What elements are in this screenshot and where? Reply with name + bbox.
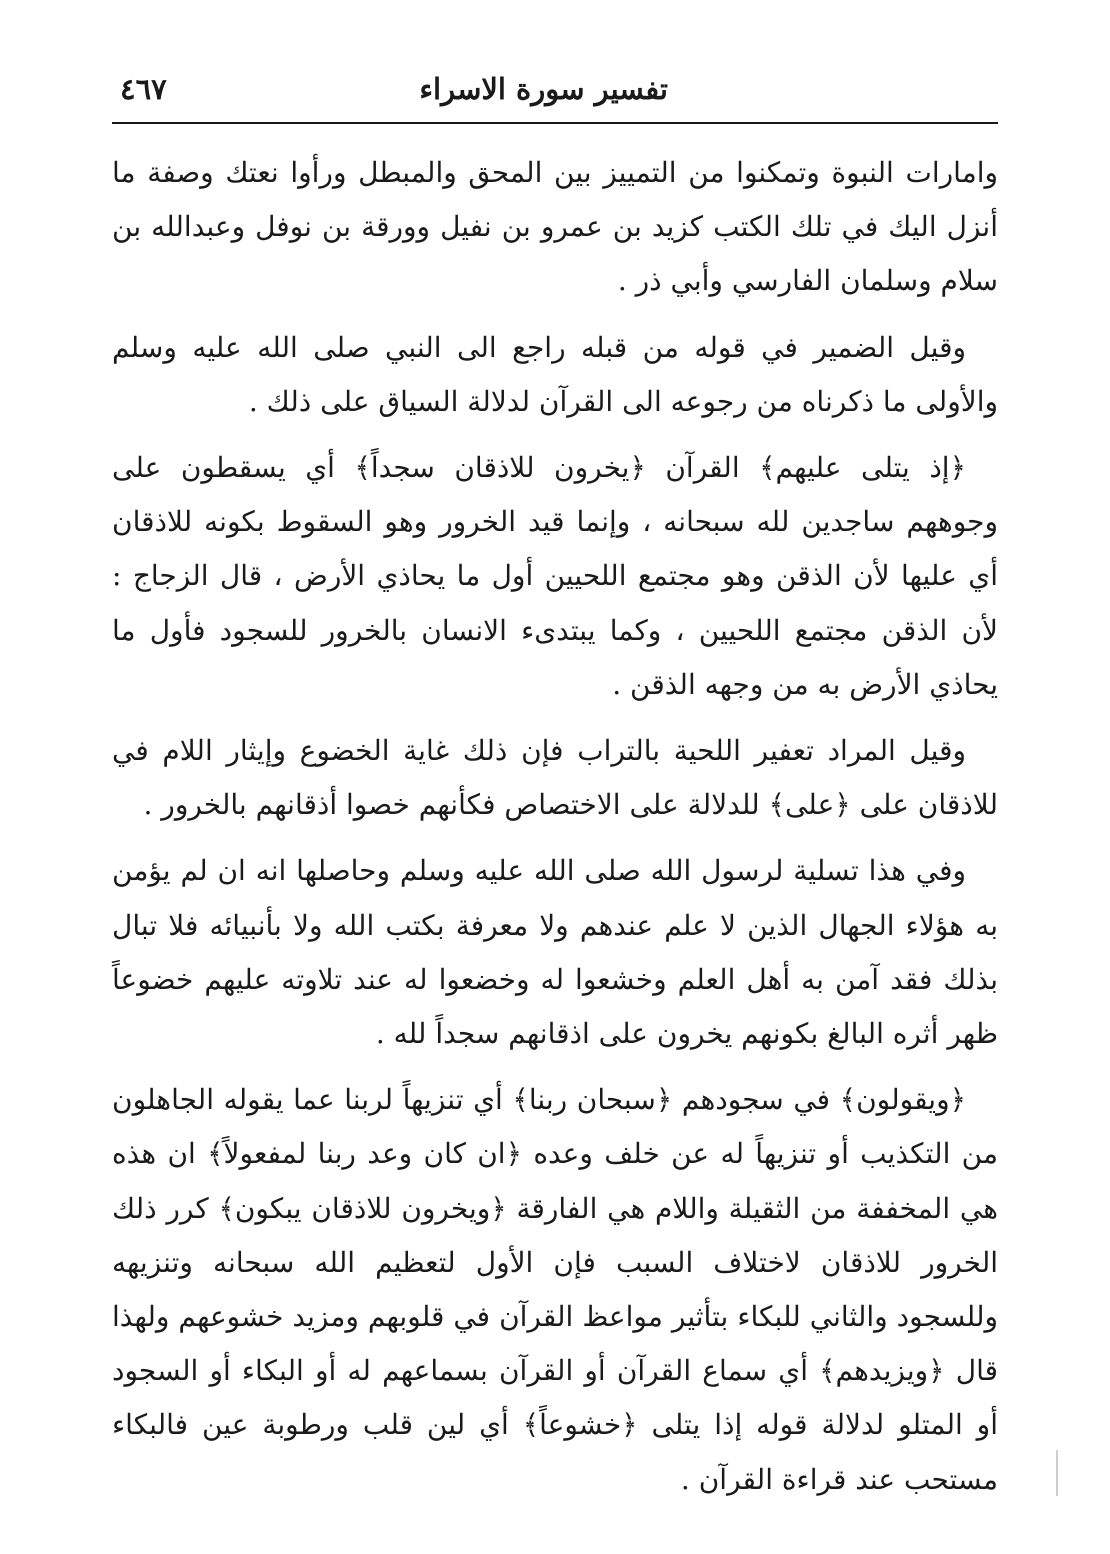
scan-mark <box>1056 1450 1058 1496</box>
page-number: ٤٦٧ <box>120 72 167 106</box>
header-divider <box>112 122 998 124</box>
running-title: تفسير سورة الاسراء <box>419 72 668 106</box>
paragraph: ﴿إذ يتلى عليهم﴾ القرآن ﴿يخرون للاذقان سجداً﴾ أي يسقطون على وجوههم ساجدين لله سبحانه ، وإنما قيد الخرور وهو السقوط بكونه للاذقان أي عليها لأن الذقن وهو مجتمع اللحيين أول ما يحاذي الأرض ، قال الزجاج : لأن الذقن مجتمع اللحيين ، وكما يبتدىء الانسان بالخرور للسجود فأول ما يحاذي الأرض به من وجهه الذقن . <box>112 451 998 701</box>
paragraph: وامارات النبوة وتمكنوا من التمييز بين المحق والمبطل ورأوا نعتك وصفة ما أنزل اليك في تلك الكتب كزيد بن عمرو بن نفيل وورقة بن نوفل وعبدالله بن سلام وسلمان الفارسي وأبي ذر . <box>112 156 998 298</box>
paragraph: وقيل الضمير في قوله من قبله راجع الى النبي صلى الله عليه وسلم والأولى ما ذكرناه من رجوعه الى القرآن لدلالة السياق على ذلك . <box>112 330 998 418</box>
paragraph: وقيل المراد تعفير اللحية بالتراب فإن ذلك غاية الخضوع وإيثار اللام في للاذقان على ﴿على﴾ للدلالة على الاختصاص فكأنهم خصوا أذقانهم بالخرور . <box>112 734 998 822</box>
page-header <box>112 66 998 116</box>
paragraph: ﴿ويقولون﴾ في سجودهم ﴿سبحان ربنا﴾ أي تنزيهاً لربنا عما يقوله الجاهلون من التكذيب أو تنزيهاً له عن خلف وعده ﴿ان كان وعد ربنا لمفعولاً﴾ ان هذه هي المخففة من الثقيلة واللام هي الفارقة ﴿ويخرون للاذقان يبكون﴾ كرر ذلك الخرور للاذقان لاختلاف السبب فإن الأول لتعظيم الله سبحانه وتنزيهه وللسجود والثاني للبكاء بتأثير مواعظ القرآن في قلوبهم ومزيد خشوعهم ولهذا قال ﴿ويزيدهم﴾ أي سماع القرآن أو القرآن بسماعهم له أو البكاء أو السجود أو المتلو لدلالة قوله إذا يتلى ﴿خشوعاً﴾ أي لين قلب ورطوبة عين فالبكاء مستحب عند قراءة القرآن . <box>112 1083 998 1496</box>
paragraph: وفي هذا تسلية لرسول الله صلى الله عليه وسلم وحاصلها انه ان لم يؤمن به هؤلاء الجهال الذين لا علم عندهم ولا معرفة بكتب الله ولا بأنبيائه فلا تبال بذلك فقد آمن به أهل العلم وخشعوا له وخضعوا له عند تلاوته عليهم خضوعاً ظهر أثره البالغ بكونهم يخرون على اذقانهم سجداً لله . <box>112 854 998 1051</box>
body-text <box>112 146 998 1519</box>
